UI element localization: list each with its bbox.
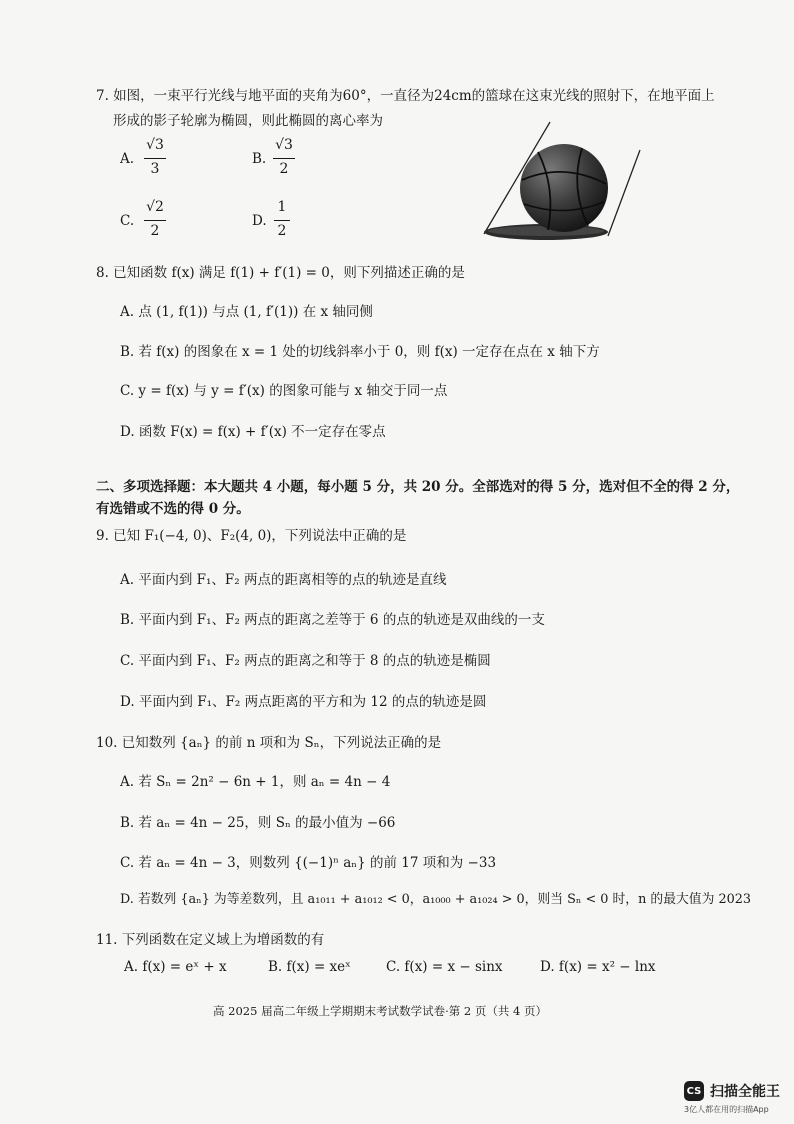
q7-option-a-fracline [144,158,166,159]
basketball [520,144,608,232]
q11-stem: 11. 下列函数在定义域上为增函数的有 [96,932,325,948]
camscanner-logo-icon: CS [684,1081,704,1101]
q7-option-b-num: √3 [275,137,293,153]
q9-option-d: D. 平面内到 F₁、F₂ 两点距离的平方和为 12 的点的轨迹是圆 [120,694,487,710]
q7-stem-line2: 形成的影子轮廓为椭圆，则此椭圆的离心率为 [113,113,383,129]
scanner-watermark [684,1081,780,1101]
basketball-shadow-figure [478,118,642,250]
camscanner-tagline: 3亿人都在用的扫描App [684,1105,769,1114]
section2-heading-line2: 有选错或不选的得 0 分。 [96,501,250,517]
q7-option-d-fracline [274,220,290,221]
q9-option-b: B. 平面内到 F₁、F₂ 两点的距离之差等于 6 的点的轨迹是双曲线的一支 [120,612,545,628]
q8-option-a: A. 点 (1, f(1)) 与点 (1, f′(1)) 在 x 轴同侧 [120,304,373,320]
q7-option-b-den: 2 [279,161,289,177]
q7-option-c-letter: C. [120,213,135,229]
q7-stem-line1: 7. 如图，一束平行光线与地平面的夹角为60°，一直径为24cm的篮球在这束光线的照射下，在地平面上 [96,88,715,104]
q8-option-c: C. y = f(x) 与 y = f′(x) 的图象可能与 x 轴交于同一点 [120,383,448,399]
q7-option-c-num: √2 [146,199,164,215]
q7-option-b-fracline [273,158,295,159]
q11-option-b: B. f(x) = xeˣ [268,959,351,975]
q10-stem: 10. 已知数列 {aₙ} 的前 n 项和为 Sₙ，下列说法正确的是 [96,735,442,751]
q10-option-a: A. 若 Sₙ = 2n² − 6n + 1，则 aₙ = 4n − 4 [120,774,391,790]
q7-option-c-fracline [144,220,166,221]
q8-option-d: D. 函数 F(x) = f(x) + f′(x) 不一定存在零点 [120,424,386,440]
light-ray-right [608,150,640,236]
camscanner-name: 扫描全能王 [710,1084,780,1100]
section2-heading-line1: 二、多项选择题：本大题共 4 小题，每小题 5 分，共 20 分。全部选对的得 5 分，选对但不全的得 2 分， [96,479,740,495]
q10-option-b: B. 若 aₙ = 4n − 25，则 Sₙ 的最小值为 −66 [120,815,396,831]
q7-option-b-letter: B. [252,151,267,167]
q11-option-c: C. f(x) = x − sinx [386,959,503,975]
q7-option-d-letter: D. [252,213,267,229]
q8-stem: 8. 已知函数 f(x) 满足 f(1) + f′(1) = 0，则下列描述正确的是 [96,265,465,281]
q9-option-a: A. 平面内到 F₁、F₂ 两点的距离相等的点的轨迹是直线 [120,572,447,588]
q10-option-d: D. 若数列 {aₙ} 为等差数列，且 a₁₀₁₁ + a₁₀₁₂ < 0，a₁₀₀₀ + a₁₀₂₄ > 0，则当 Sₙ < 0 时，n 的最大值为 2023 [120,892,752,907]
q11-option-d: D. f(x) = x² − lnx [540,959,656,975]
q7-option-a-letter: A. [120,151,135,167]
q7-option-c-den: 2 [150,223,160,239]
q10-option-c: C. 若 aₙ = 4n − 3，则数列 {(−1)ⁿ aₙ} 的前 17 项和为 −33 [120,855,497,871]
q7-option-d-den: 2 [277,223,287,239]
q7-option-a-den: 3 [150,161,160,177]
q8-option-b: B. 若 f(x) 的图象在 x = 1 处的切线斜率小于 0，则 f(x) 一定存在点在 x 轴下方 [120,344,600,360]
q7-option-d-num: 1 [277,199,287,215]
q7-option-a-num: √3 [146,137,164,153]
q9-option-c: C. 平面内到 F₁、F₂ 两点的距离之和等于 8 的点的轨迹是椭圆 [120,653,491,669]
page-footer: 高 2025 届高二年级上学期期末考试数学试卷·第 2 页（共 4 页） [213,1004,547,1018]
q11-option-a: A. f(x) = eˣ + x [124,959,227,975]
q9-stem: 9. 已知 F₁(−4, 0)、F₂(4, 0)，下列说法中正确的是 [96,528,407,544]
